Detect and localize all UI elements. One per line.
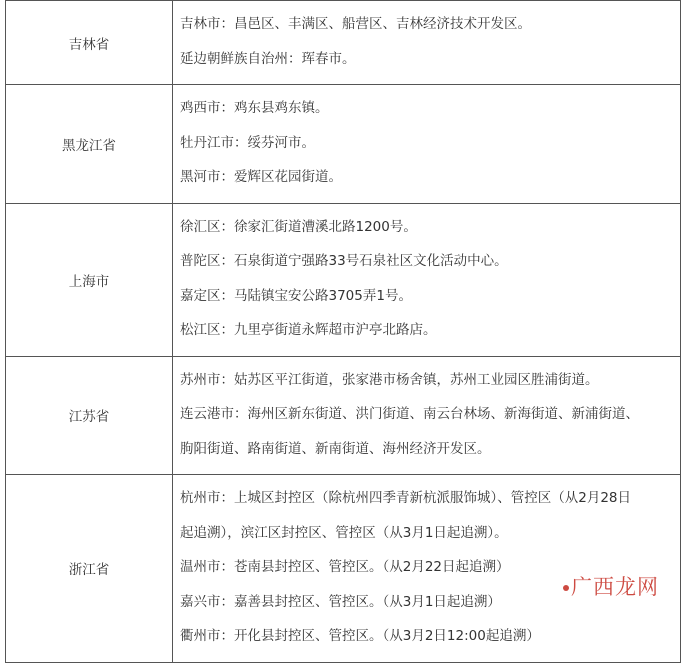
table-row [6, 1, 681, 85]
detail-line: 苏州市：姑苏区平江街道，张家港市杨舍镇，苏州工业园区胜浦街道。 [180, 371, 599, 388]
province-cell: 吉林省 [6, 1, 173, 85]
detail-cell [173, 1, 681, 85]
detail-line: 吉林市：昌邑区、丰满区、船营区、吉林经济技术开发区。 [180, 16, 531, 32]
detail-line: 牡丹江市：绥芬河市。 [180, 134, 315, 151]
detail-line: 松江区：九里亭街道永辉超市沪亭北路店。 [180, 322, 437, 338]
detail-line: 普陀区：石泉街道宁强路33号石泉社区文化活动中心。 [180, 253, 508, 269]
table-row [6, 475, 681, 663]
region-table [5, 0, 681, 663]
detail-line: 黑河市：爱辉区花园街道。 [180, 169, 342, 185]
detail-line: 连云港市：海州区新东街道、洪门街道、南云台林场、新海街道、新浦街道、 [180, 406, 639, 422]
detail-cell [173, 475, 681, 663]
detail-cell [173, 356, 681, 475]
detail-line: 徐汇区：徐家汇街道漕溪北路1200号。 [180, 218, 417, 235]
province-cell: 上海市 [6, 203, 173, 356]
table-row [6, 203, 681, 356]
detail-cell [173, 85, 681, 204]
province-cell: 江苏省 [6, 356, 173, 475]
province-cell: 黑龙江省 [6, 85, 173, 204]
detail-line: 朐阳街道、路南街道、新南街道、海州经济开发区。 [180, 440, 491, 457]
table-row [6, 356, 681, 475]
watermark-text: 广西龙网 [571, 575, 659, 599]
detail-line: 衢州市：开化县封控区、管控区。（从3月2日12:00起追溯） [180, 628, 540, 644]
table-row [6, 85, 681, 204]
detail-line: 延边朝鲜族自治州：珲春市。 [180, 50, 356, 67]
detail-line: 杭州市：上城区封控区（除杭州四季青新杭派服饰城）、管控区（从2月28日 [180, 490, 632, 506]
watermark-dot-icon [563, 585, 569, 591]
detail-line: 嘉定区：马陆镇宝安公路3705弄1号。 [180, 287, 412, 304]
site-watermark [563, 571, 659, 601]
province-cell: 浙江省 [6, 475, 173, 663]
detail-line: 起追溯），滨江区封控区、管控区（从3月1日起追溯）。 [180, 524, 508, 541]
detail-line: 鸡西市：鸡东县鸡东镇。 [180, 100, 329, 116]
detail-line: 嘉兴市：嘉善县封控区、管控区。（从3月1日起追溯） [180, 593, 501, 610]
detail-line: 温州市：苍南县封控区、管控区。（从2月22日起追溯） [180, 559, 510, 575]
detail-cell [173, 203, 681, 356]
